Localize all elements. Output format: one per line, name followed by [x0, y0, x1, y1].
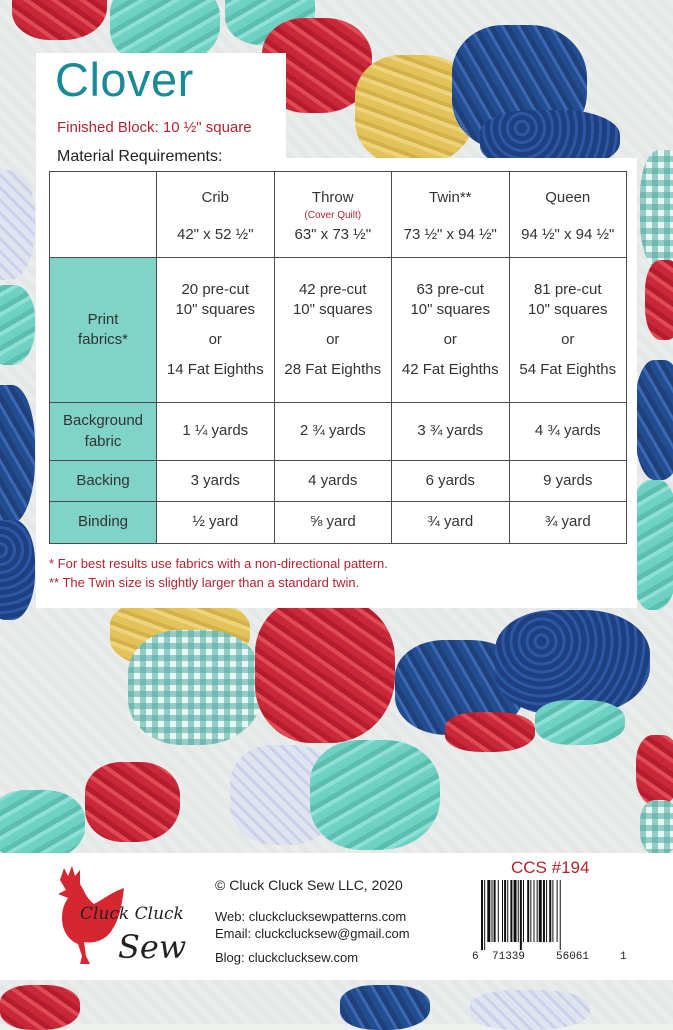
- table-corner-cell: [50, 172, 157, 258]
- cell-line: 54 Fat Eighths: [519, 361, 617, 379]
- footnote-twin-size: ** The Twin size is slightly larger than a standard twin.: [49, 574, 360, 590]
- row-header-background-fabric: [50, 403, 157, 461]
- cell-line: 10" squares: [175, 300, 256, 318]
- size-name: Crib: [201, 189, 229, 207]
- cell-line: 10" squares: [410, 300, 491, 318]
- web-address: Web: cluckclucksewpatterns.com: [215, 909, 407, 924]
- table-row-sizes: [50, 172, 627, 258]
- table-cell: ¾ yard: [509, 502, 627, 544]
- barcode: [479, 880, 617, 950]
- quilt-patch: [310, 740, 440, 850]
- table-cell: [509, 258, 627, 403]
- table-row-backing: [50, 461, 627, 502]
- quilt-patch: [535, 700, 625, 745]
- table-cell: 1 ¼ yards: [157, 403, 275, 461]
- barcode-bar: [546, 880, 547, 942]
- barcode-bar: [492, 880, 493, 942]
- finished-block-size: Finished Block: 10 ½" square: [57, 119, 252, 136]
- barcode-bar: [557, 880, 558, 942]
- table-row-print-fabrics: [50, 258, 627, 403]
- barcode-digits-left: 71339: [492, 951, 526, 963]
- material-requirements-table: [49, 171, 627, 544]
- row-header-line: fabric: [84, 432, 122, 450]
- size-header-queen: [509, 172, 627, 258]
- quilt-patch: [635, 360, 673, 480]
- table-row-background-fabric: [50, 403, 627, 461]
- table-cell: [392, 258, 510, 403]
- table-cell: ½ yard: [157, 502, 275, 544]
- barcode-bar: [484, 880, 485, 950]
- cell-line: 81 pre-cut: [533, 280, 602, 298]
- row-header-line: Background: [62, 412, 144, 430]
- barcode-bar: [507, 880, 508, 942]
- cell-line: 14 Fat Eighths: [166, 361, 264, 379]
- footnote-directional: * For best results use fabrics with a non-directional pattern.: [49, 556, 388, 571]
- barcode-bar: [510, 880, 512, 942]
- quilt-patch: [0, 520, 35, 620]
- barcode-bar: [534, 880, 535, 942]
- quilt-patch: [0, 285, 35, 365]
- row-header-line: fabrics*: [77, 331, 129, 348]
- material-requirements-heading: Material Requirements:: [57, 148, 223, 165]
- barcode-bar: [552, 880, 553, 942]
- blog-address: Blog: cluckclucksew.com: [215, 950, 359, 965]
- cell-line: 10" squares: [292, 300, 373, 318]
- quilt-patch: [470, 990, 590, 1030]
- table-cell: 9 yards: [509, 461, 627, 502]
- table-cell: 4 ¾ yards: [509, 403, 627, 461]
- size-note: (Cover Quilt): [304, 209, 362, 221]
- cell-line: or: [561, 331, 575, 348]
- size-dimensions: 42" x 52 ½": [176, 225, 254, 243]
- cell-line: 42 Fat Eighths: [401, 361, 499, 379]
- quilt-patch: [636, 735, 673, 805]
- quilt-patch: [0, 790, 85, 860]
- quilt-patch: [255, 598, 395, 743]
- table-cell: [157, 258, 275, 403]
- quilt-patch: [128, 630, 263, 745]
- quilt-patch: [0, 385, 35, 525]
- barcode-digit-first: 6: [472, 951, 479, 963]
- barcode-digit-last: 1: [620, 951, 627, 963]
- size-note: [392, 209, 509, 223]
- barcode-bar: [487, 880, 490, 942]
- barcode-bar: [518, 880, 519, 942]
- quilt-patch: [340, 985, 430, 1030]
- barcode-bar: [502, 880, 503, 942]
- barcode-bar: [514, 880, 517, 942]
- copyright-text: © Cluck Cluck Sew LLC, 2020: [215, 877, 403, 893]
- cluck-cluck-sew-logo: [50, 860, 198, 970]
- pattern-code: CCS #194: [511, 858, 590, 877]
- table-cell: 3 ¾ yards: [392, 403, 510, 461]
- barcode-bar: [530, 880, 531, 942]
- cell-line: 20 pre-cut: [181, 280, 250, 298]
- quilt-patch: [12, 0, 107, 40]
- row-header-backing: Backing: [50, 461, 157, 502]
- cell-line: or: [208, 331, 222, 348]
- logo-text-cluck: Cluck Cluck: [80, 904, 184, 924]
- cell-line: 63 pre-cut: [416, 280, 485, 298]
- size-dimensions: 94 ½" x 94 ½": [521, 225, 615, 243]
- barcode-bar: [537, 880, 538, 942]
- table-cell: ¾ yard: [392, 502, 510, 544]
- size-name: Queen: [545, 189, 591, 207]
- barcode-bar: [520, 880, 522, 950]
- quilt-patch: [645, 260, 673, 340]
- row-header-line: Print: [87, 310, 119, 328]
- quilt-patch: [85, 762, 180, 842]
- barcode-bar: [481, 880, 483, 950]
- pattern-title: Clover: [55, 53, 194, 106]
- barcode-bar: [539, 880, 542, 942]
- cell-line: 28 Fat Eighths: [284, 361, 382, 379]
- quilt-patch: [0, 170, 35, 280]
- table-cell: 6 yards: [392, 461, 510, 502]
- barcode-bar: [494, 880, 496, 942]
- barcode-bar: [527, 880, 529, 942]
- table-row-binding: [50, 502, 627, 544]
- email-address: Email: cluckclucksew@gmail.com: [215, 926, 410, 941]
- table-cell: ⅝ yard: [274, 502, 392, 544]
- barcode-digits-right: 56061: [556, 951, 590, 963]
- table-cell: 3 yards: [157, 461, 275, 502]
- row-header-print-fabrics: [50, 258, 157, 403]
- cell-line: 10" squares: [527, 300, 608, 318]
- quilt-patch: [640, 800, 673, 855]
- size-name: Throw: [311, 189, 354, 207]
- cell-line: 42 pre-cut: [298, 280, 367, 298]
- quilt-patch: [640, 150, 673, 270]
- size-note: [510, 209, 627, 223]
- barcode-bar: [523, 880, 524, 942]
- barcode-bar: [498, 880, 499, 942]
- quilt-patch: [445, 712, 535, 752]
- table-cell: 2 ¾ yards: [274, 403, 392, 461]
- size-dimensions: 63" x 73 ½": [294, 225, 372, 243]
- size-header-throw: [274, 172, 392, 258]
- barcode-bar: [543, 880, 545, 942]
- size-dimensions: 73 ½" x 94 ½": [403, 225, 497, 243]
- footnotes: [49, 555, 388, 593]
- barcode-bar: [560, 880, 561, 950]
- barcode-bar: [504, 880, 506, 942]
- barcode-bar: [549, 880, 551, 942]
- size-note: [157, 209, 274, 223]
- size-header-twin: [392, 172, 510, 258]
- size-name: Twin**: [428, 189, 472, 207]
- cell-line: or: [326, 331, 340, 348]
- size-header-crib: [157, 172, 275, 258]
- table-cell: 4 yards: [274, 461, 392, 502]
- logo-text-sew: Sew: [118, 928, 187, 966]
- cell-line: or: [443, 331, 457, 348]
- row-header-binding: Binding: [50, 502, 157, 544]
- quilt-patch: [0, 985, 80, 1030]
- table-cell: [274, 258, 392, 403]
